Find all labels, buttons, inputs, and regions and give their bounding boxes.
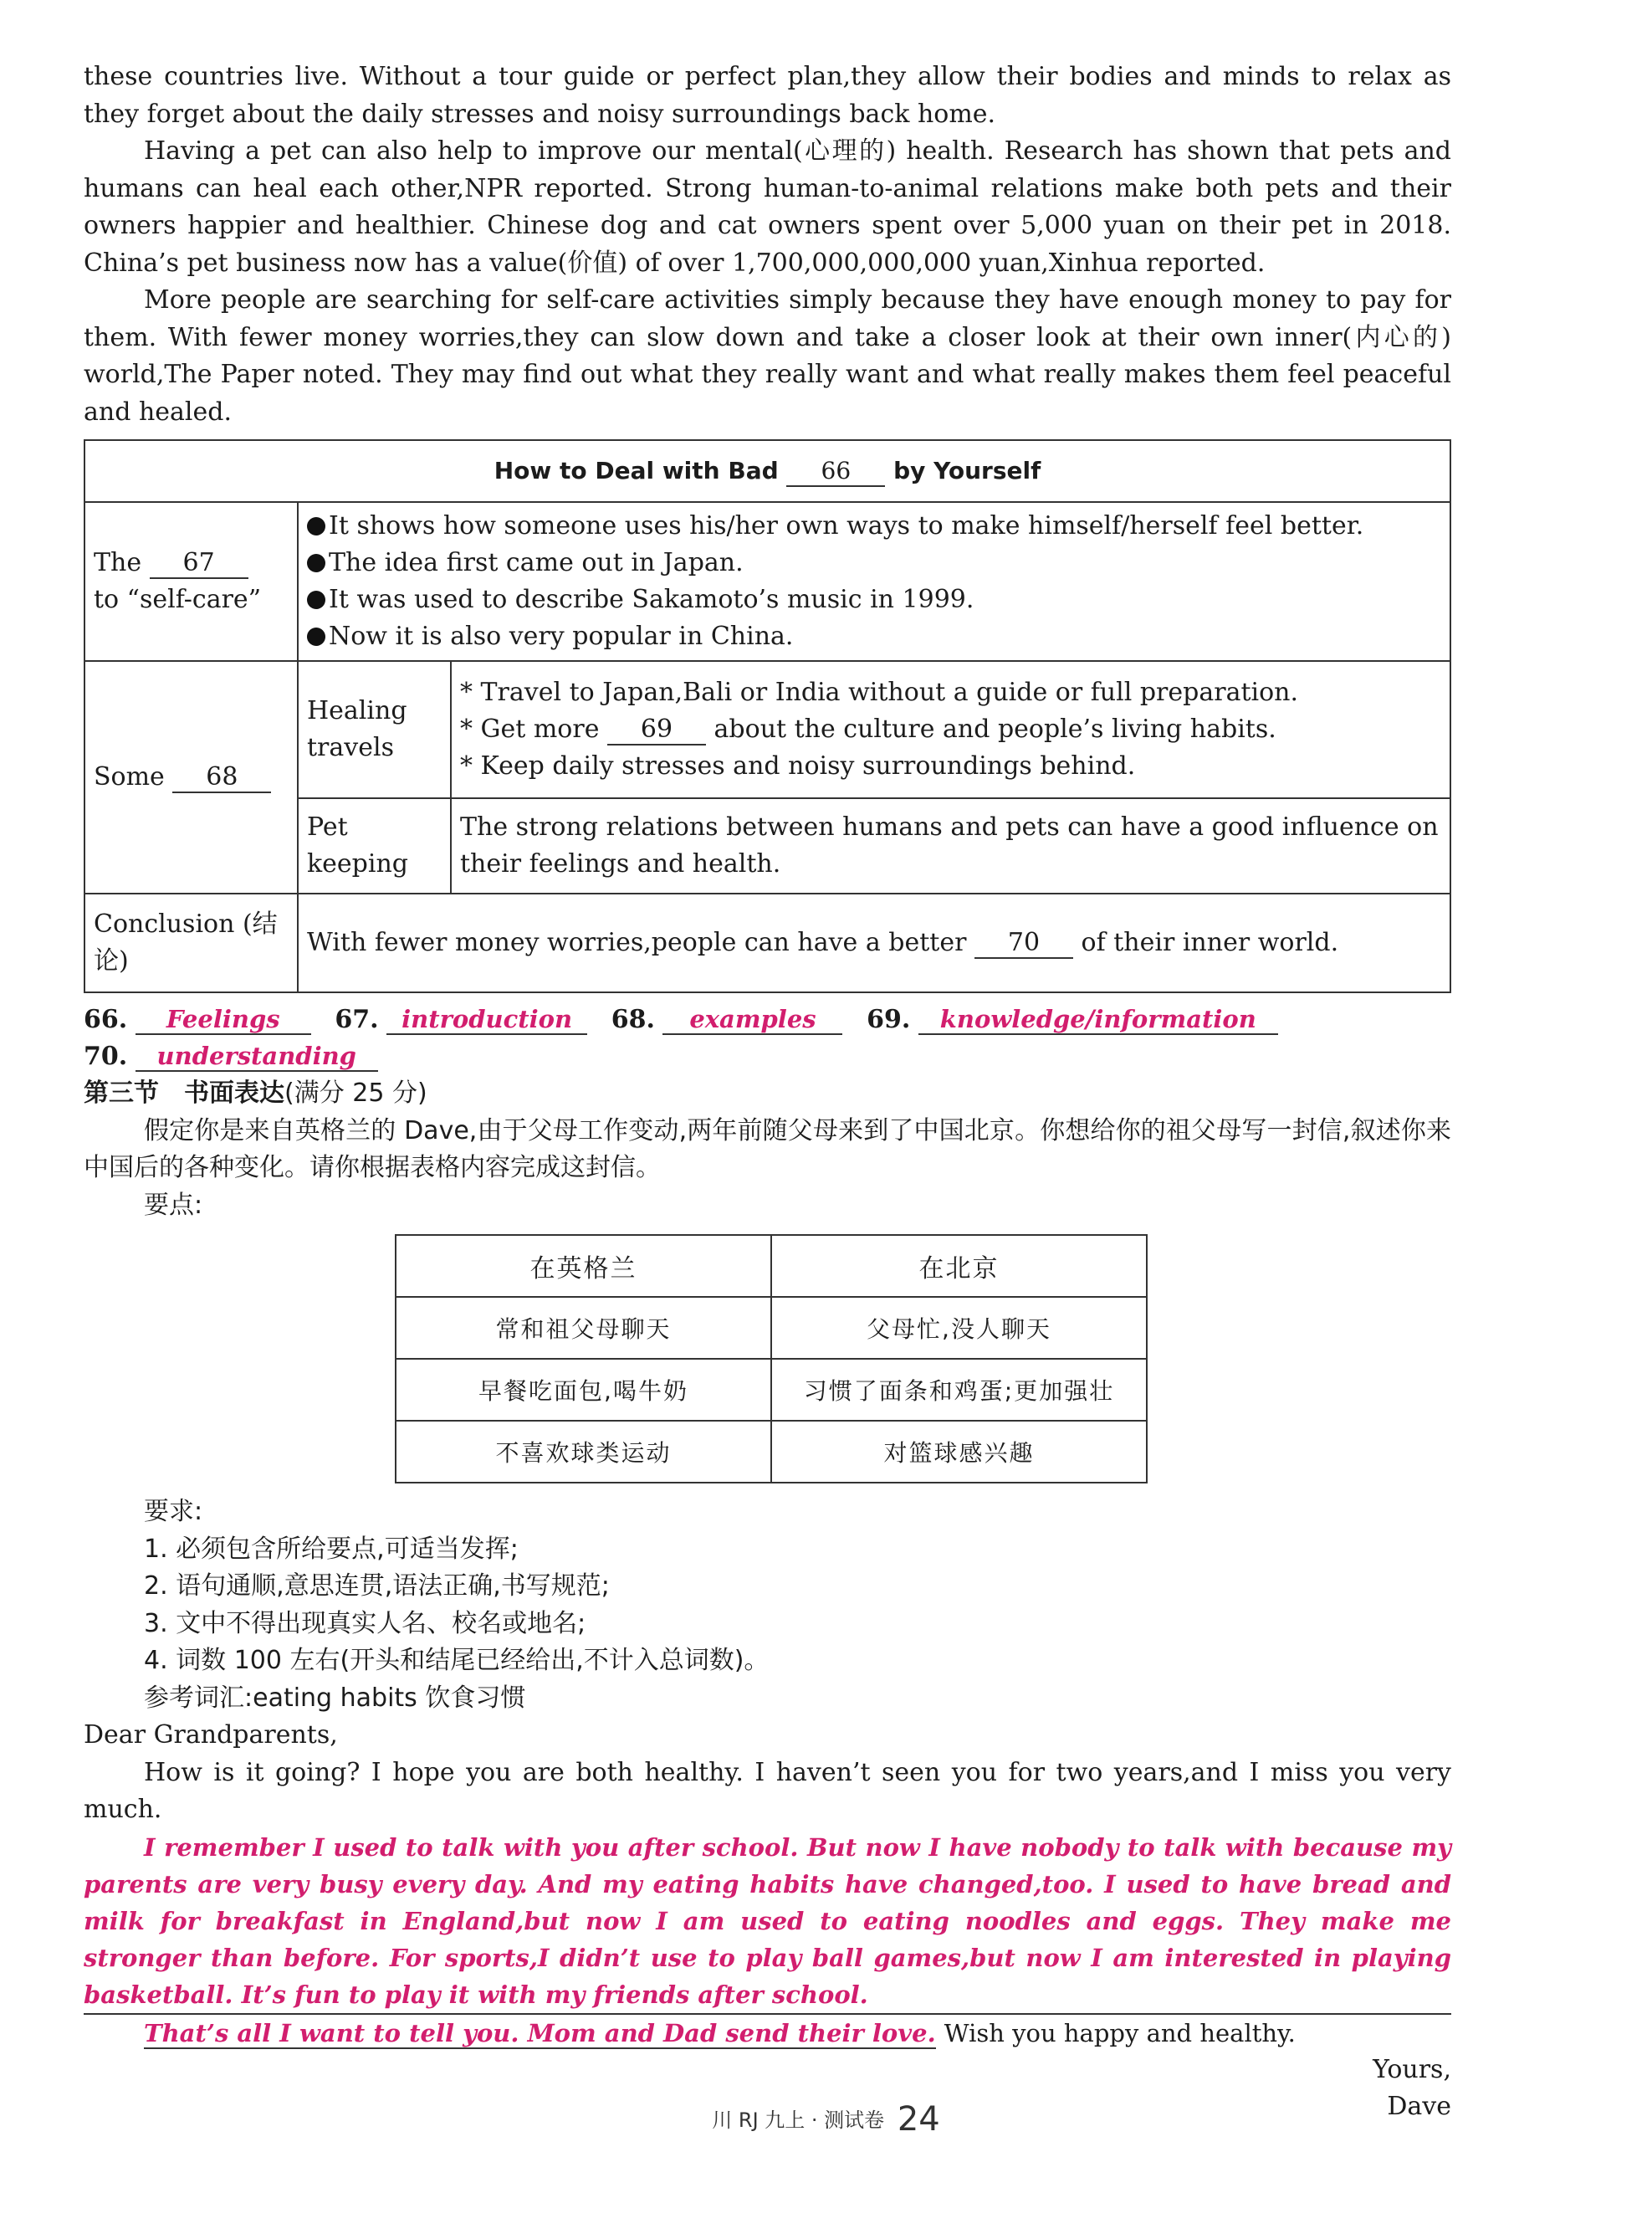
requirements-label: 要求: (144, 1497, 203, 1526)
page-footer (0, 2100, 1652, 2139)
answer-68[interactable]: examples (662, 1005, 842, 1035)
page-content (84, 59, 1451, 2126)
blank-67[interactable]: 67 (150, 549, 248, 579)
intro-point: It was used to describe Sakamoto’s music in 1999. (307, 582, 1441, 618)
passage-paragraph-3: More people are searching for self-care activities simply because they have enough money to pay for them. With fewer money worries,they can slow down and take a closer look at their own inner(内心的) world,The Paper noted. They may find out what they really want and what really makes them feel peaceful and healed. (84, 285, 1451, 427)
requirement-item: 1. 必须包含所给要点,可适当发挥; (144, 1534, 519, 1564)
answer-70[interactable]: understanding (136, 1042, 378, 1072)
points-header: 在英格兰 (396, 1235, 771, 1297)
requirement-item: 2. 语句通顺,意思连贯,语法正确,书写规范; (144, 1571, 610, 1601)
table-row: 不喜欢球类运动 对篮球感兴趣 (396, 1421, 1147, 1483)
intro-point: Now it is also very popular in China. (307, 618, 1441, 655)
outline-table (84, 439, 1451, 993)
answer-69[interactable]: knowledge/information (918, 1005, 1278, 1035)
blank-68[interactable]: 68 (172, 763, 271, 793)
healing-points: * Travel to Japan,Bali or India without a guide or full preparation. * Get more 69 about the culture and people’s living habits. * Keep daily stresses and noisy surroundings behind. (451, 661, 1450, 798)
section-3-heading: 第三节 书面表达(满分 25 分) (84, 1079, 427, 1108)
bullet-icon (307, 628, 325, 646)
letter-answer-body[interactable]: I remember I used to talk with you after school. But now I have nobody to talk with because my parents are very busy every day. And my eating habits have changed,too. I used to have bread and milk for breakfast in England,but now I am used to eating noodles and eggs. They make me stronger than before. For sports,I didn’t use to play ball games,but now I am interested in playing basketball. It’s fun to play it with my friends after school. (84, 1829, 1451, 2015)
points-label: 要点: (144, 1190, 203, 1220)
healing-label: Healing travels (298, 661, 451, 798)
passage-paragraph-2: Having a pet can also help to improve our mental(心理的) health. Research has shown that pets and humans can heal each other,NPR reported. Strong human-to-animal relations make both pets and their owners happier and healthier. Chinese dog and cat owners spent over 5,000 yuan on their pet in 2018. China’s pet business now has a value(价值) of over 1,700,000,000,000 yuan,Xinhua reported. (84, 136, 1451, 278)
intro-points (298, 502, 1450, 661)
letter-closing-line: Wish you happy and healthy. (944, 2018, 1296, 2047)
intro-point: The idea first came out in Japan. (307, 545, 1441, 582)
requirement-item: 3. 文中不得出现真实人名、校名或地名; (144, 1608, 586, 1638)
conclusion-label: Conclusion (结论) (84, 894, 298, 992)
requirement-item: 4. 词数 100 左右(开头和结尾已经给出,不计入总词数)。 (144, 1646, 770, 1675)
letter-opening: How is it going? I hope you are both healthy. I haven’t seen you for two years,and I miss you very much. (84, 1757, 1451, 1824)
row-label-introduction: The 67 to “self-care” (84, 502, 298, 661)
page-number: 24 (897, 2100, 940, 2139)
bullet-icon (307, 591, 325, 609)
answer-lines: 66. Feelings 67. introduction 68. examples 69. knowledge/information 70. understanding (84, 1002, 1451, 1075)
letter-greeting: Dear Grandparents, (84, 1720, 338, 1750)
table-row: 常和祖父母聊天 父母忙,没人聊天 (396, 1297, 1147, 1359)
conclusion-text: With fewer money worries,people can have a better 70 of their inner world. (298, 894, 1450, 992)
footer-label: 川 RJ 九上 · 测试卷 (712, 2108, 885, 2132)
bullet-icon (307, 554, 325, 572)
letter-sign-off: Yours, (1373, 2054, 1451, 2084)
blank-66[interactable]: 66 (786, 457, 885, 487)
blank-69[interactable]: 69 (607, 715, 706, 746)
row-label-examples: Some 68 (84, 661, 298, 894)
points-header: 在北京 (771, 1235, 1147, 1297)
answer-67[interactable]: introduction (386, 1005, 587, 1035)
blank-70[interactable]: 70 (974, 929, 1073, 959)
pet-text: The strong relations between humans and pets can have a good influence on their feelings and health. (451, 798, 1450, 894)
vocabulary-hint: 参考词汇:eating habits 饮食习惯 (144, 1683, 526, 1713)
bullet-icon (307, 517, 325, 535)
intro-point: It shows how someone uses his/her own ways to make himself/herself feel better. (307, 508, 1441, 545)
passage-paragraph-1: these countries live. Without a tour guide or perfect plan,they allow their bodies and minds to relax as they forget about the daily stresses and noisy surroundings back home. (84, 62, 1451, 129)
letter-answer-closing[interactable]: That’s all I want to tell you. Mom and Dad send their love. Wish you happy and healthy. (144, 2018, 1296, 2047)
writing-prompt: 假定你是来自英格兰的 Dave,由于父母工作变动,两年前随父母来到了中国北京。你想给你的祖父母写一封信,叙述你来中国后的各种变化。请你根据表格内容完成这封信。 (84, 1115, 1451, 1182)
pet-label: Pet keeping (298, 798, 451, 894)
outline-title: How to Deal with Bad 66 by Yourself (84, 440, 1450, 502)
letter-signature: Dave (1387, 2092, 1451, 2121)
table-row: 早餐吃面包,喝牛奶 习惯了面条和鸡蛋;更加强壮 (396, 1359, 1147, 1421)
points-table (395, 1234, 1148, 1483)
answer-66[interactable]: Feelings (136, 1005, 311, 1035)
